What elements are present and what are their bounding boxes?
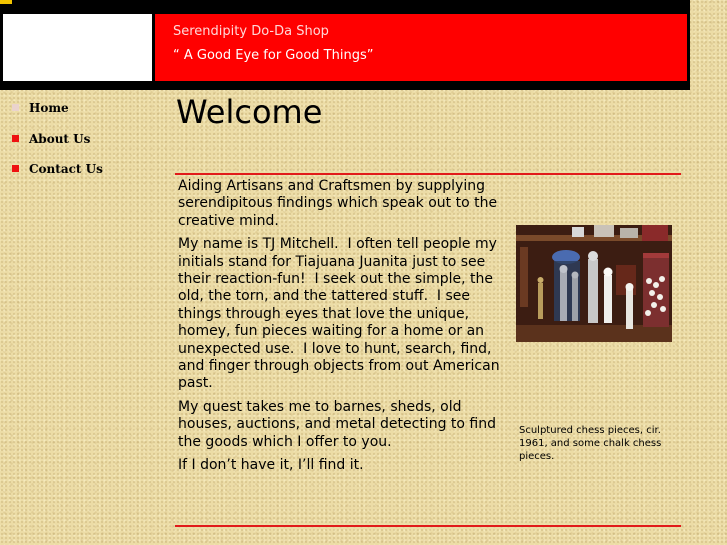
about-paragraph: My name is TJ Mitchell. I often tell people my initials stand for Tiajuana Juanita just to see their reaction-fun! I seek out the simple, the old, the torn, and the tattered stuff. I see things through eyes that love the unique, homey, fun pieces waiting for a home or an unexpected use. I love to hunt, search, find, and finger through objects from out American past. [178, 236, 500, 392]
nav-item-about-us[interactable] [10, 129, 160, 160]
nav-item-contact-us[interactable] [10, 159, 160, 190]
bullet-icon [12, 165, 19, 172]
chess-pieces-image [516, 225, 672, 342]
sidebar-nav [10, 98, 160, 190]
divider-bottom [175, 525, 681, 527]
main-content [178, 178, 508, 481]
site-name: Serendipity Do-Da Shop [173, 24, 329, 39]
nav-item-home[interactable] [10, 98, 160, 129]
banner-accent [0, 0, 12, 4]
nav-link-about-us[interactable]: About Us [29, 131, 91, 146]
intro-paragraph: Aiding Artisans and Craftsmen by supplying serendipitous findings which speak out to the creative mind. [178, 178, 498, 229]
header-banner [0, 0, 690, 90]
photo-caption: Sculptured chess pieces, cir. 1961, and some chalk chess pieces. [519, 425, 662, 462]
divider-top [175, 173, 681, 175]
bullet-icon [12, 135, 19, 142]
chess-pieces-photo [516, 225, 672, 342]
logo-area [3, 14, 152, 81]
page-title: Welcome [176, 93, 323, 131]
bullet-icon [12, 104, 19, 111]
closing-paragraph: If I don’t have it, I’ll find it. [178, 457, 364, 474]
site-tagline: “ A Good Eye for Good Things” [173, 48, 374, 63]
quest-paragraph: My quest takes me to barnes, sheds, old houses, auctions, and metal detecting to find the goods which I offer to you. [178, 398, 496, 450]
nav-link-contact-us[interactable]: Contact Us [29, 162, 103, 176]
nav-link-home[interactable]: Home [29, 101, 69, 115]
